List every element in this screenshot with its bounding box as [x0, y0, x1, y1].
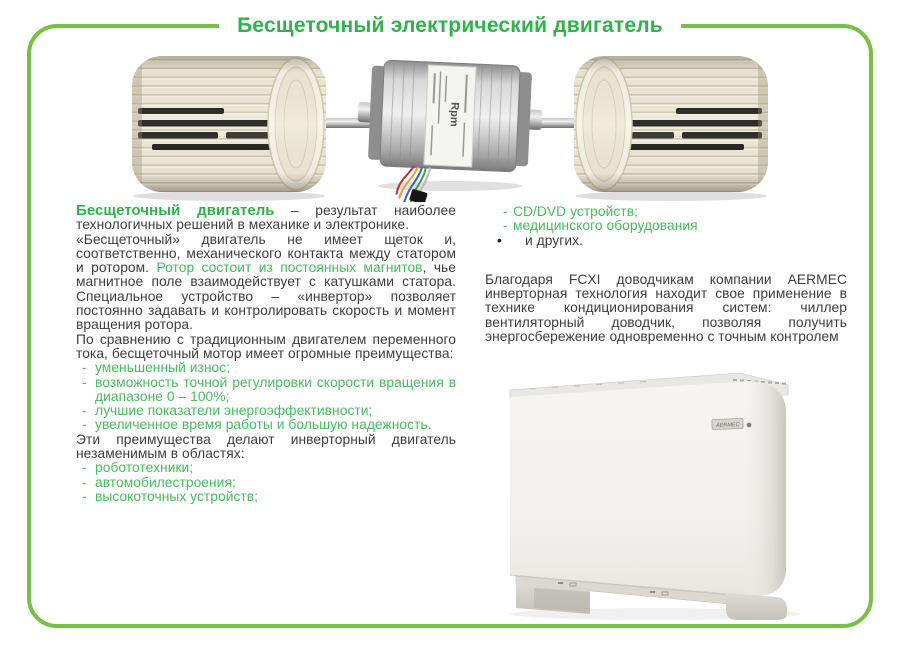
- right-text-column: [485, 205, 847, 344]
- aermec-badge-text: AERMEC: [715, 422, 740, 429]
- dash-marker: -: [503, 204, 508, 219]
- list-item: - автомобилестроения;: [82, 474, 236, 490]
- motor-body: [354, 59, 544, 202]
- left-drum-shadow: [133, 191, 325, 201]
- list-item: - CD/DVD устройств;: [503, 204, 638, 219]
- fields-paragraph: Эти преимущества делают инверторный двигатель незаменимым в областях:: [76, 431, 456, 462]
- motor-illustration: [128, 50, 772, 202]
- list-item: - увеличенное время работы и большую надежность.: [82, 417, 432, 433]
- description-part-a: «Бесщеточный» двигатель не имеет щеток и, соответственно, механического контакта между статором и ротором.: [76, 231, 456, 276]
- list-item: - медицинского оборудования: [503, 218, 698, 234]
- left-foot-recess: [534, 588, 590, 612]
- fan-coil-unit-photo: [490, 364, 830, 622]
- bullet-marker: •: [497, 232, 502, 248]
- right-blower-wheel: [574, 56, 768, 192]
- list-item: - лучшие показатели энергоэффективности;: [82, 403, 373, 419]
- fan-coil-right-edge: [742, 381, 786, 596]
- intro-paragraph: [76, 204, 456, 233]
- applications-list-continued: [485, 205, 847, 234]
- left-text-column: [76, 204, 456, 504]
- advantages-list: [76, 361, 456, 432]
- comparison-paragraph: По сравнению с традиционным двигателем переменного тока, бесщеточный мотор имеет огромные преимущества:: [76, 331, 456, 361]
- dash-marker: -: [503, 218, 508, 234]
- brushless-motor-photo: [128, 50, 772, 202]
- list-item: - робототехники;: [82, 460, 194, 476]
- left-blower-wheel: [132, 56, 326, 192]
- dash-marker: -: [82, 374, 87, 390]
- list-item: - уменьшенный износ;: [82, 360, 231, 376]
- dash-marker: -: [82, 360, 87, 376]
- right-drum-shadow: [575, 191, 767, 201]
- page-title: Бесщеточный электрический двигатель: [219, 13, 681, 39]
- description-part-b: , чье магнитное поле взаимодействует с катушками статора. Специальное устройство – «инвертор» позволяет постоянно задавать и контролировать скорость и момент вращения ротора.: [76, 260, 457, 333]
- aermec-paragraph: Благодаря FCXI доводчикам компании AERMEC инверторная технология находит свое применение в технике кондиционирования систем: чиллер вентиляторный доводчик, позволяя получить энергосбережение одновременно с точным контролем: [485, 271, 847, 345]
- intro-lead: Бесщеточный двигатель: [76, 202, 275, 219]
- dash-marker: -: [82, 417, 87, 433]
- dash-marker: -: [82, 460, 87, 476]
- rotor-highlight: Ротор состоит из постоянных магнитов: [156, 260, 423, 276]
- intro-rest: – результат наиболее технологичных решений в механике и электронике.: [76, 203, 457, 233]
- applications-list: [76, 461, 456, 504]
- motor-label-text: Rpm: [447, 101, 461, 127]
- dash-marker: -: [82, 474, 87, 490]
- list-item: - возможность точной регулировки скорости вращения в диапазоне 0 – 100%;: [82, 374, 456, 404]
- list-item: - высокоточных устройств;: [82, 488, 259, 504]
- description-paragraph: [76, 233, 456, 333]
- dash-marker: -: [82, 488, 87, 504]
- fan-coil-illustration: [490, 364, 830, 622]
- fan-coil-right-foot: [726, 593, 787, 620]
- dash-marker: -: [82, 403, 87, 419]
- others-item: • и других.: [485, 234, 847, 248]
